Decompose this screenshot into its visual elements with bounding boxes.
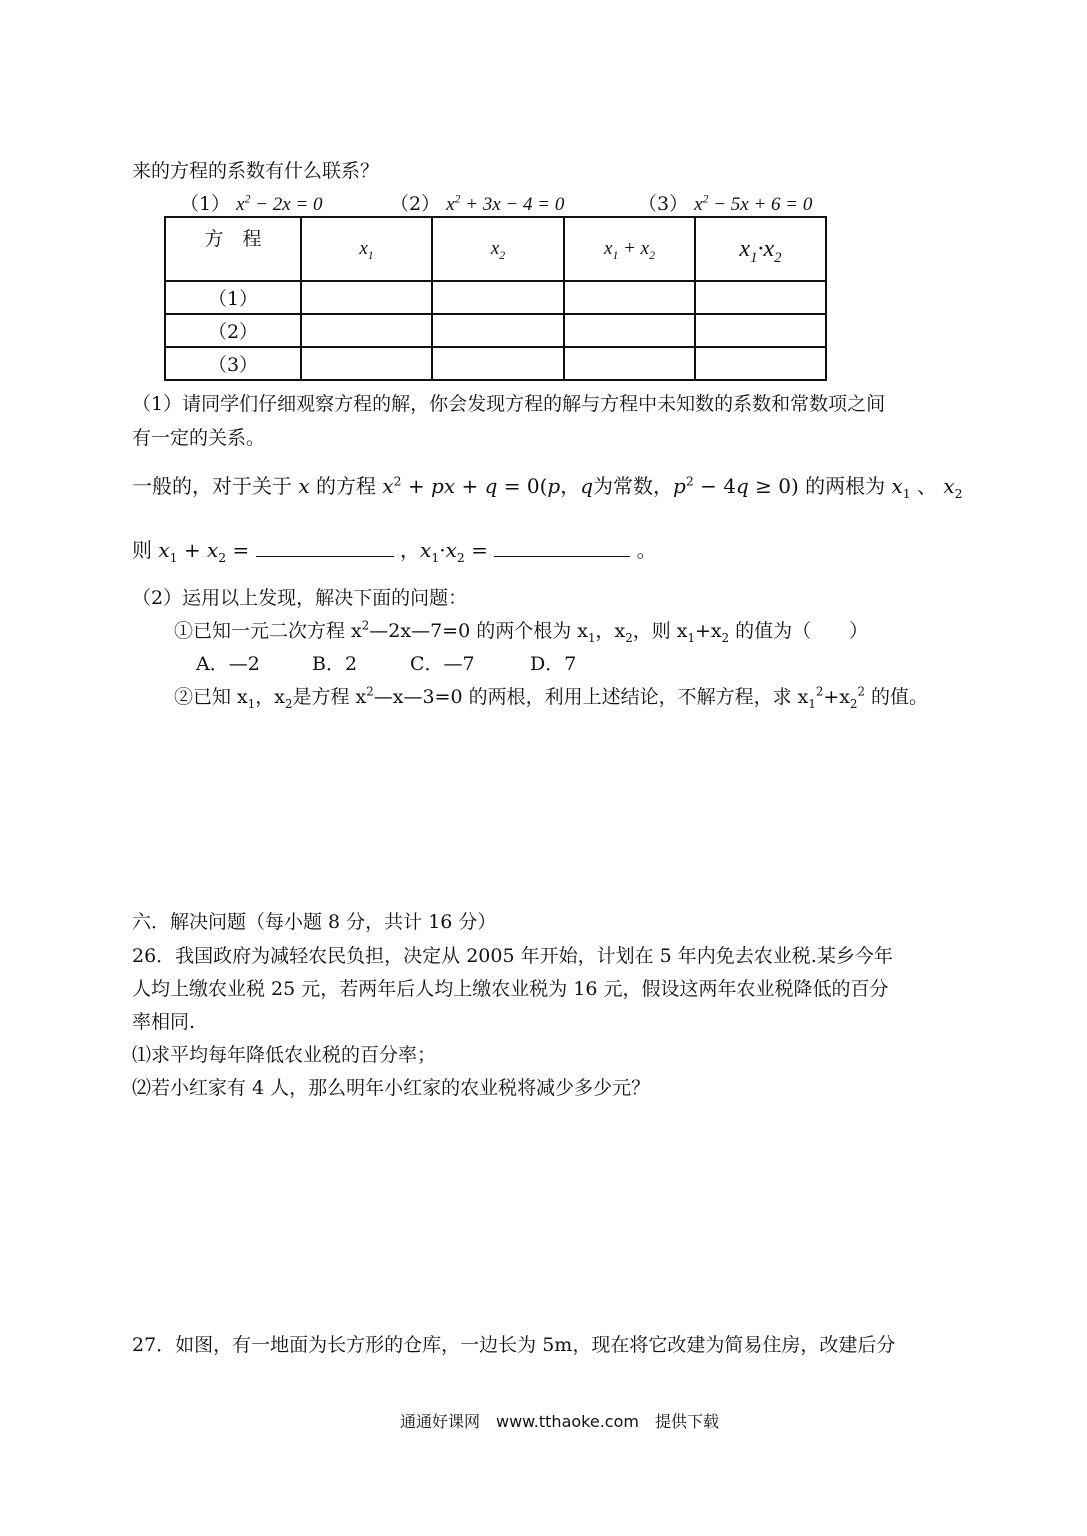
intro-line: 来的方程的系数有什么联系？ <box>132 160 380 182</box>
question-1: ①已知一元二次方程 $x^2—2x—7=0$ 的两个根为 $x_1$，$x_2$，则 $x_1+x_2$ 的值为（ ） <box>174 618 869 645</box>
cell-x2 <box>432 314 564 347</box>
cell-x1 <box>301 347 432 380</box>
fill-end: 。 <box>636 538 657 562</box>
header-sum: $x_1 + x_2$ <box>564 217 695 281</box>
apply-title: （2）运用以上发现，解决下面的问题： <box>132 587 468 609</box>
equation-expression: $x^2 - 2x = 0$ <box>236 192 323 215</box>
fill-in-line <box>132 534 657 563</box>
option-a: A．—2 <box>196 653 260 675</box>
problem-27-line-1: 27．如图，有一地面为长方形的仓库，一边长为 5m，现在将它改建为简易住房，改建后分 <box>132 1334 896 1356</box>
cell-x1 <box>301 281 432 314</box>
cell-product <box>695 314 826 347</box>
header-equation: 方 程 <box>165 217 301 281</box>
cell-sum <box>564 347 695 380</box>
table-header-row <box>165 217 826 281</box>
product-answer-blank[interactable] <box>494 536 630 557</box>
row-label: （2） <box>165 314 301 347</box>
cell-x2 <box>432 347 564 380</box>
equation-3 <box>638 189 812 216</box>
footer-credit: 通通好课网 www.tthaoke.com 提供下载 <box>400 1412 719 1431</box>
problem-26-question-1: ⑴求平均每年降低农业税的百分率； <box>132 1044 437 1066</box>
table-row <box>165 347 826 380</box>
option-d: D．7 <box>530 653 577 675</box>
row-label: （3） <box>165 347 301 380</box>
equation-expression: $x^2 + 3x - 4 = 0$ <box>446 192 565 215</box>
problem-26-line-2: 人均上缴农业税 25 元，若两年后人均上缴农业税为 16 元，假设这两年农业税降低的百分 <box>132 978 889 1000</box>
observation-line-1: （1）请同学们仔细观察方程的解，你会发现方程的解与方程中未知数的系数和常数项之间 <box>132 393 886 415</box>
cell-product <box>695 347 826 380</box>
equation-expression: $x^2 - 5x + 6 = 0$ <box>694 192 813 215</box>
section-6-title: 六．解决问题（每小题 8 分，共计 16 分） <box>132 911 497 933</box>
equation-number: （1） <box>180 193 231 215</box>
sum-answer-blank[interactable] <box>256 536 394 557</box>
problem-26-line-3: 率相同. <box>132 1011 196 1033</box>
problem-26-line-1: 26．我国政府为减轻农民负担，决定从 2005 年开始，计划在 5 年内免去农业税.某乡今年 <box>132 945 893 967</box>
question-1-options <box>196 649 576 676</box>
cell-sum <box>564 314 695 347</box>
cell-x1 <box>301 314 432 347</box>
general-statement: 一般的，对于关于 x 的方程 $x^2$ + px + q = 0(p，q为常数，$p^2 - 4q \ge 0$) 的两根为 $x_1$ 、 $x_2$ <box>132 473 963 501</box>
equation-number: （2） <box>390 193 441 215</box>
equation-1 <box>180 189 323 216</box>
option-c: C．—7 <box>410 653 475 675</box>
table-row <box>165 314 826 347</box>
observation-line-2: 有一定的关系。 <box>132 427 266 449</box>
sum-prompt: 则 $x_1 + x_2$ = <box>132 538 250 565</box>
equation-2 <box>390 189 564 216</box>
problem-26-question-2: ⑵若小红家有 4 人，那么明年小红家的农业税将减少多少元？ <box>132 1077 651 1099</box>
question-2: ②已知 $x_1$，$x_2$是方程 $x^2—x—3=0$ 的两根，利用上述结论，不解方程，求 $x_1^2+x_2^2$ 的值。 <box>174 684 929 711</box>
cell-sum <box>564 281 695 314</box>
product-prompt: ，$x_1\cdot x_2$ = <box>400 538 488 565</box>
table-row <box>165 281 826 314</box>
cell-product <box>695 281 826 314</box>
cell-x2 <box>432 281 564 314</box>
header-x2: $x_2$ <box>432 217 564 281</box>
equation-number: （3） <box>638 193 689 215</box>
header-product: $x_1\cdot x_2$ <box>695 217 826 281</box>
roots-table <box>164 216 827 381</box>
header-x1: $x_1$ <box>301 217 432 281</box>
row-label: （1） <box>165 281 301 314</box>
option-b: B．2 <box>312 653 358 675</box>
